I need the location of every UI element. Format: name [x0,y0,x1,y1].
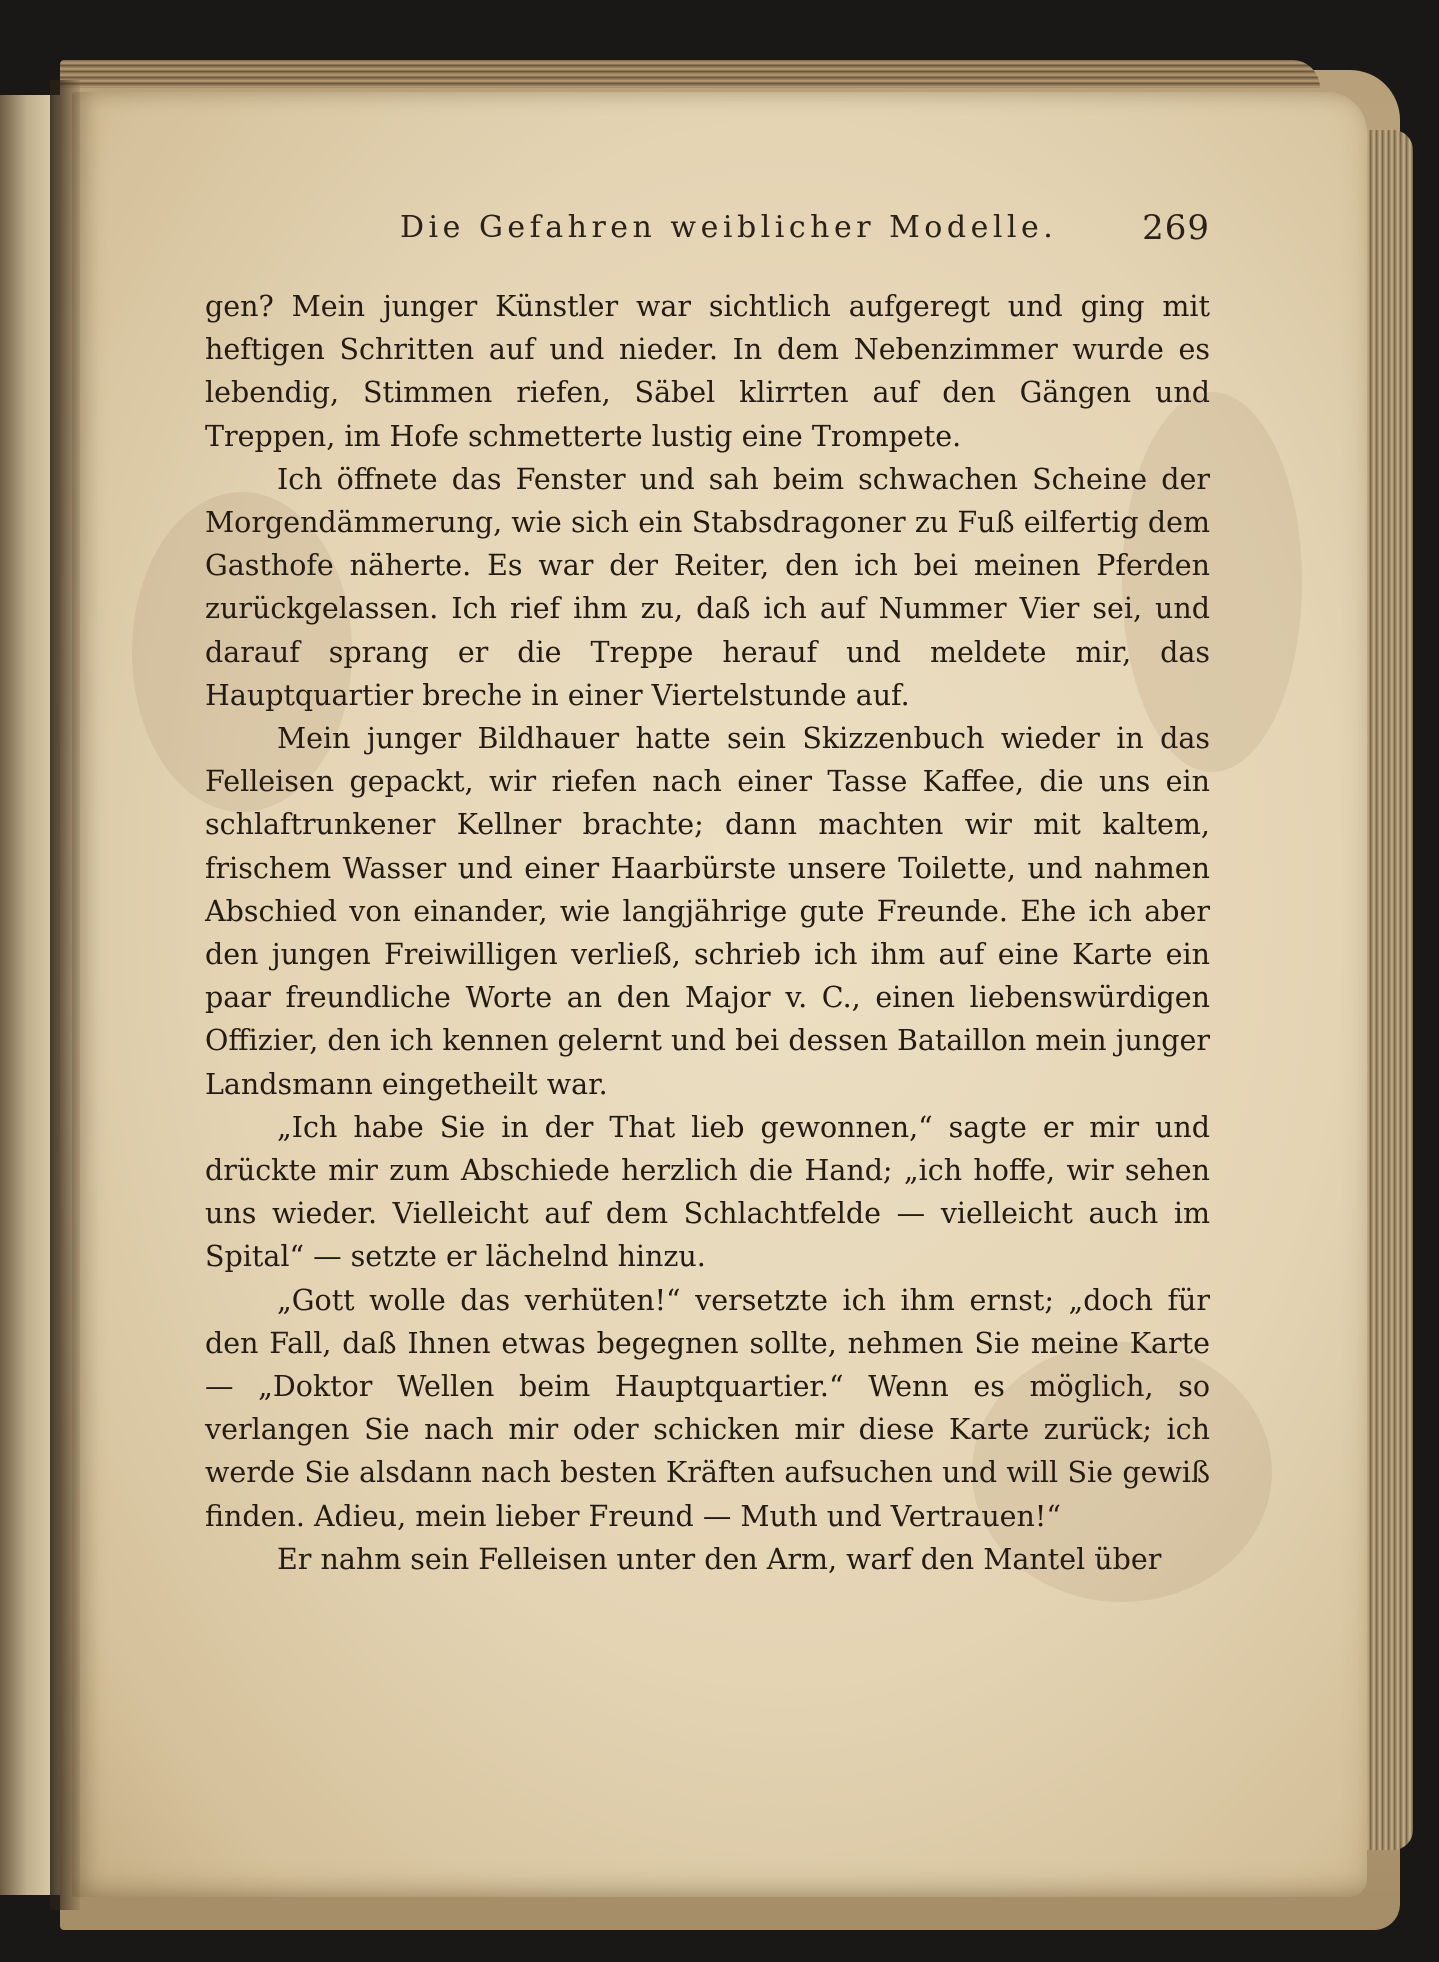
page-top-edge [60,60,1320,88]
gutter-shadow [50,80,80,1910]
page-number: 269 [1142,208,1210,248]
paragraph: „Gott wolle das verhüten!“ versetzte ich ihm ernst; „doch für den Fall, daß Ihnen etwas begegnen sollte, nehmen Sie meine Karte — „Doktor Wellen beim Hauptquartier.“ Wenn es möglich, so verlangen Sie nach mir oder schicken mir diese Karte zurück; ich werde Sie alsdann nach besten Kräften aufsuchen und will Sie gewiß finden. Adieu, mein lieber Freund — Muth und Vertrauen!“ [205,1283,1210,1533]
paragraph: Mein junger Bildhauer hatte sein Skizzenbuch wieder in das Felleisen gepackt, wir riefen nach einer Tasse Kaffee, die uns ein schlaftrunkener Kellner brachte; dann machten wir mit kaltem, frischem Wasser und einer Haarbürste unsere Toilette, und nahmen Abschied von einander, wie langjährige gute Freunde. Ehe ich aber den jungen Freiwilligen verließ, schrieb ich ihm auf eine Karte ein paar freundliche Worte an den Major v. C., einen liebenswürdigen Offizier, den ich kennen gelernt und bei dessen Bataillon mein junger Landsmann eingetheilt war. [205,722,1211,1101]
paragraph: Er nahm sein Felleisen unter den Arm, warf den Mantel über [277,1542,1162,1576]
running-title: Die Gefahren weiblicher Modelle. [400,210,1058,245]
page-right-edge [1365,130,1413,1850]
body-text [205,285,1210,1581]
paragraph: „Ich habe Sie in der That lieb gewonnen,“ sagte er mir und drückte mir zum Abschiede herzlich die Hand; „ich hoffe, wir sehen uns wieder. Vielleicht auf dem Schlachtfelde — vielleicht auch im Spital“ — setzte er lächelnd hinzu. [205,1110,1210,1274]
paragraph: gen? Mein junger Künstler war sichtlich aufgeregt und ging mit heftigen Schritten auf und nieder. In dem Nebenzimmer wurde es lebendig, Stimmen riefen, Säbel klirrten auf den Gängen und Treppen, im Hofe schmetterte lustig eine Trompete. [205,290,1210,453]
running-head [400,210,1210,260]
paragraph: Ich öffnete das Fenster und sah beim schwachen Scheine der Morgendämmerung, wie sich ein Stabsdragoner zu Fuß eilfertig dem Gasthofe näherte. Es war der Reiter, den ich bei meinen Pferden zurückgelassen. Ich rief ihm zu, daß ich auf Nummer Vier sei, und darauf sprang er die Treppe herauf und meldete mir, das Hauptquartier breche in einer Viertelstunde auf. [205,462,1210,712]
